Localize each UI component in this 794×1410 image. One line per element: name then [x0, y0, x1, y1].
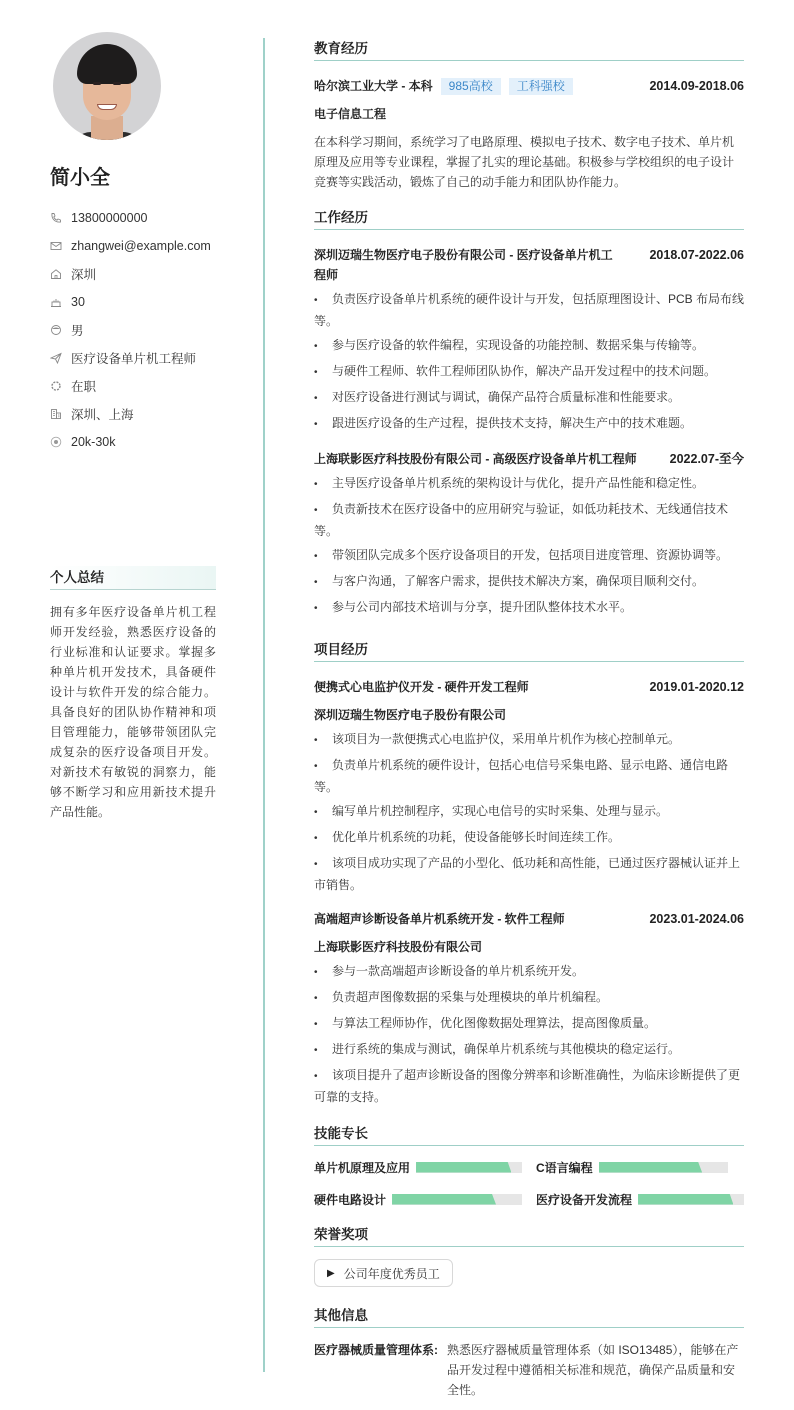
project-item: [314, 677, 744, 895]
work-header: [314, 245, 744, 285]
contact-phone: [50, 204, 216, 232]
divider-line: [263, 38, 265, 1372]
email-value: zhangwei@example.com: [71, 239, 211, 253]
skill-bar-fill: [392, 1194, 496, 1205]
summary-text: 拥有多年医疗设备单片机工程师开发经验，熟悉医疗设备的行业标准和认证要求。掌握多种单片机开发技术，具备硬件设计与软件开发的综合能力。具备良好的团队协作精神和项目管理能力，能够带领团队完成复杂的医疗设备项目开发。对新技术有敏锐的洞察力，能够不断学习和应用新技术提升产品性能。: [50, 605, 216, 819]
awards-section: [314, 1226, 744, 1287]
project-bullets: [314, 961, 744, 1107]
education-date: 2014.09-2018.06: [649, 79, 744, 93]
phone-value: 13800000000: [71, 211, 148, 225]
summary-section: [50, 566, 216, 822]
education-title: 教育经历: [314, 40, 744, 61]
projects-title: 项目经历: [314, 641, 744, 662]
school-tag: 工科强校: [509, 78, 573, 95]
work-company-role: 深圳迈瑞生物医疗电子股份有限公司 - 医疗设备单片机工程师: [314, 248, 613, 282]
award-label: 公司年度优秀员工: [343, 1266, 440, 1281]
project-name-role: 便携式心电监护仪开发 - 硬件开发工程师: [314, 680, 529, 694]
work-section: [314, 209, 744, 619]
project-item: [314, 909, 744, 1107]
work-header: [314, 449, 744, 469]
contact-salary: [50, 428, 216, 456]
skill-name: 医疗设备开发流程: [536, 1192, 633, 1207]
list-item: • 编写单片机控制程序，实现心电信号的实时采集、处理与显示。: [314, 804, 669, 818]
skill-item: [314, 1158, 522, 1176]
list-item: • 进行系统的集成与测试，确保单片机系统与其他模块的稳定运行。: [314, 1042, 681, 1056]
mail-icon: [50, 240, 62, 252]
project-date: 2023.01-2024.06: [649, 912, 744, 926]
project-company: 深圳迈瑞生物医疗电子股份有限公司: [314, 708, 507, 722]
work-item: [314, 245, 744, 435]
skill-bar: [599, 1162, 728, 1173]
status-value: 在职: [71, 380, 97, 394]
other-title: 其他信息: [314, 1307, 744, 1328]
phone-icon: [50, 212, 62, 224]
gender-icon: [50, 324, 62, 336]
contact-age: [50, 288, 216, 316]
project-header: [314, 677, 744, 697]
work-bullets: [314, 473, 744, 619]
project-date: 2019.01-2020.12: [649, 680, 744, 694]
list-item: • 与客户沟通，了解客户需求，提供技术解决方案，确保项目顺利交付。: [314, 574, 705, 588]
list-item: • 跟进医疗设备的生产过程，提供技术支持，解决生产中的技术难题。: [314, 416, 693, 430]
list-item: • 与硬件工程师、软件工程师团队协作，解决产品开发过程中的技术问题。: [314, 364, 717, 378]
skill-item: [536, 1158, 744, 1176]
caret-right-icon: ▶: [327, 1267, 335, 1279]
work-city-value: 深圳、上海: [71, 408, 134, 422]
list-item: • 该项目成功实现了产品的小型化、低功耗和高性能，已通过医疗器械认证并上市销售。: [314, 856, 741, 892]
list-item: • 优化单片机系统的功耗，使设备能够长时间连续工作。: [314, 830, 621, 844]
list-item: • 负责新技术在医疗设备中的应用研究与验证，如低功耗技术、无线通信技术等。: [314, 502, 729, 538]
status-icon: [50, 380, 62, 392]
skill-item: [314, 1190, 522, 1208]
award-item[interactable]: [314, 1259, 453, 1287]
list-item: • 该项目为一款便携式心电监护仪，采用单片机作为核心控制单元。: [314, 732, 681, 746]
cake-icon: [50, 296, 62, 308]
work-item: [314, 449, 744, 619]
list-item: • 负责超声图像数据的采集与处理模块的单片机编程。: [314, 990, 609, 1004]
education-description: 在本科学习期间，系统学习了电路原理、模拟电子技术、数字电子技术、单片机原理及应用等专业课程，掌握了扎实的理论基础。积极参与学校组织的电子设计竞赛等实践活动，锻炼了自己的动手能力和团队协作能力。: [314, 135, 735, 189]
list-item: • 负责医疗设备单片机系统的硬件设计与开发，包括原理图设计、PCB 布局布线等。: [314, 292, 745, 328]
gender-value: 男: [71, 324, 84, 338]
list-item: • 主导医疗设备单片机系统的架构设计与优化，提升产品性能和稳定性。: [314, 476, 705, 490]
projects-section: [314, 641, 744, 1107]
avatar: [53, 32, 161, 140]
awards-title: 荣誉奖项: [314, 1226, 744, 1247]
contact-list: [50, 204, 216, 456]
list-item: • 参与公司内部技术培训与分享，提升团队整体技术水平。: [314, 600, 633, 614]
skill-name: C语言编程: [536, 1160, 593, 1175]
list-item: • 参与一款高端超声诊断设备的单片机系统开发。: [314, 964, 585, 978]
work-bullets: [314, 289, 744, 435]
job-title-value: 医疗设备单片机工程师: [71, 352, 197, 366]
contact-work-city: [50, 400, 216, 428]
skills-title: 技能专长: [314, 1125, 744, 1146]
age-value: 30: [71, 295, 85, 309]
skill-name: 硬件电路设计: [314, 1192, 387, 1207]
salary-value: 20k-30k: [71, 435, 116, 449]
skill-bar-fill: [638, 1194, 733, 1205]
education-section: [314, 40, 744, 192]
skill-bar-fill: [599, 1162, 702, 1173]
contact-city: [50, 260, 216, 288]
project-name-role: 高端超声诊断设备单片机系统开发 - 软件工程师: [314, 912, 565, 926]
skills-grid: [314, 1158, 744, 1208]
list-item: • 参与医疗设备的软件编程，实现设备的功能控制、数据采集与传输等。: [314, 338, 705, 352]
summary-title: 个人总结: [50, 566, 216, 590]
list-item: • 该项目提升了超声诊断设备的图像分辨率和诊断准确性，为临床诊断提供了更可靠的支持。: [314, 1068, 741, 1104]
education-header: [314, 76, 744, 96]
school-tag: 985高校: [441, 78, 501, 95]
building-icon: [50, 408, 62, 420]
list-item: • 负责单片机系统的硬件设计，包括心电信号采集电路、显示电路、通信电路等。: [314, 758, 729, 794]
skills-section: [314, 1125, 744, 1208]
salary-icon: [50, 436, 62, 448]
other-item: [314, 1340, 744, 1400]
contact-email: [50, 232, 216, 260]
skill-bar: [638, 1194, 744, 1205]
contact-gender: [50, 316, 216, 344]
project-bullets: [314, 729, 744, 895]
candidate-name: 简小全: [50, 167, 110, 189]
skill-bar: [392, 1194, 522, 1205]
home-icon: [50, 268, 62, 280]
school-name: 哈尔滨工业大学 - 本科: [314, 79, 433, 93]
major: 电子信息工程: [314, 107, 387, 121]
contact-status: [50, 372, 216, 400]
main-content: [314, 40, 744, 1400]
list-item: • 与算法工程师协作，优化图像数据处理算法，提高图像质量。: [314, 1016, 657, 1030]
skill-item: [536, 1190, 744, 1208]
work-date: 2022.07-至今: [669, 452, 744, 466]
work-date: 2018.07-2022.06: [649, 248, 744, 262]
other-label: 医疗器械质量管理体系:: [314, 1343, 438, 1357]
project-company: 上海联影医疗科技股份有限公司: [314, 940, 483, 954]
project-header: [314, 909, 744, 929]
other-value: 熟悉医疗器械质量管理体系（如 ISO13485），能够在产品开发过程中遵循相关标准和规范，确保产品质量和安全性。: [447, 1343, 739, 1397]
work-title: 工作经历: [314, 209, 744, 230]
skill-bar: [416, 1162, 522, 1173]
sidebar: [50, 32, 216, 456]
skill-name: 单片机原理及应用: [314, 1160, 411, 1175]
skill-bar-fill: [416, 1162, 511, 1173]
send-icon: [50, 352, 62, 364]
work-company-role: 上海联影医疗科技股份有限公司 - 高级医疗设备单片机工程师: [314, 452, 637, 466]
other-section: [314, 1307, 744, 1400]
list-item: • 对医疗设备进行测试与调试，确保产品符合质量标准和性能要求。: [314, 390, 681, 404]
list-item: • 带领团队完成多个医疗设备项目的开发，包括项目进度管理、资源协调等。: [314, 548, 729, 562]
city-value: 深圳: [71, 268, 97, 282]
contact-job-title: [50, 344, 216, 372]
